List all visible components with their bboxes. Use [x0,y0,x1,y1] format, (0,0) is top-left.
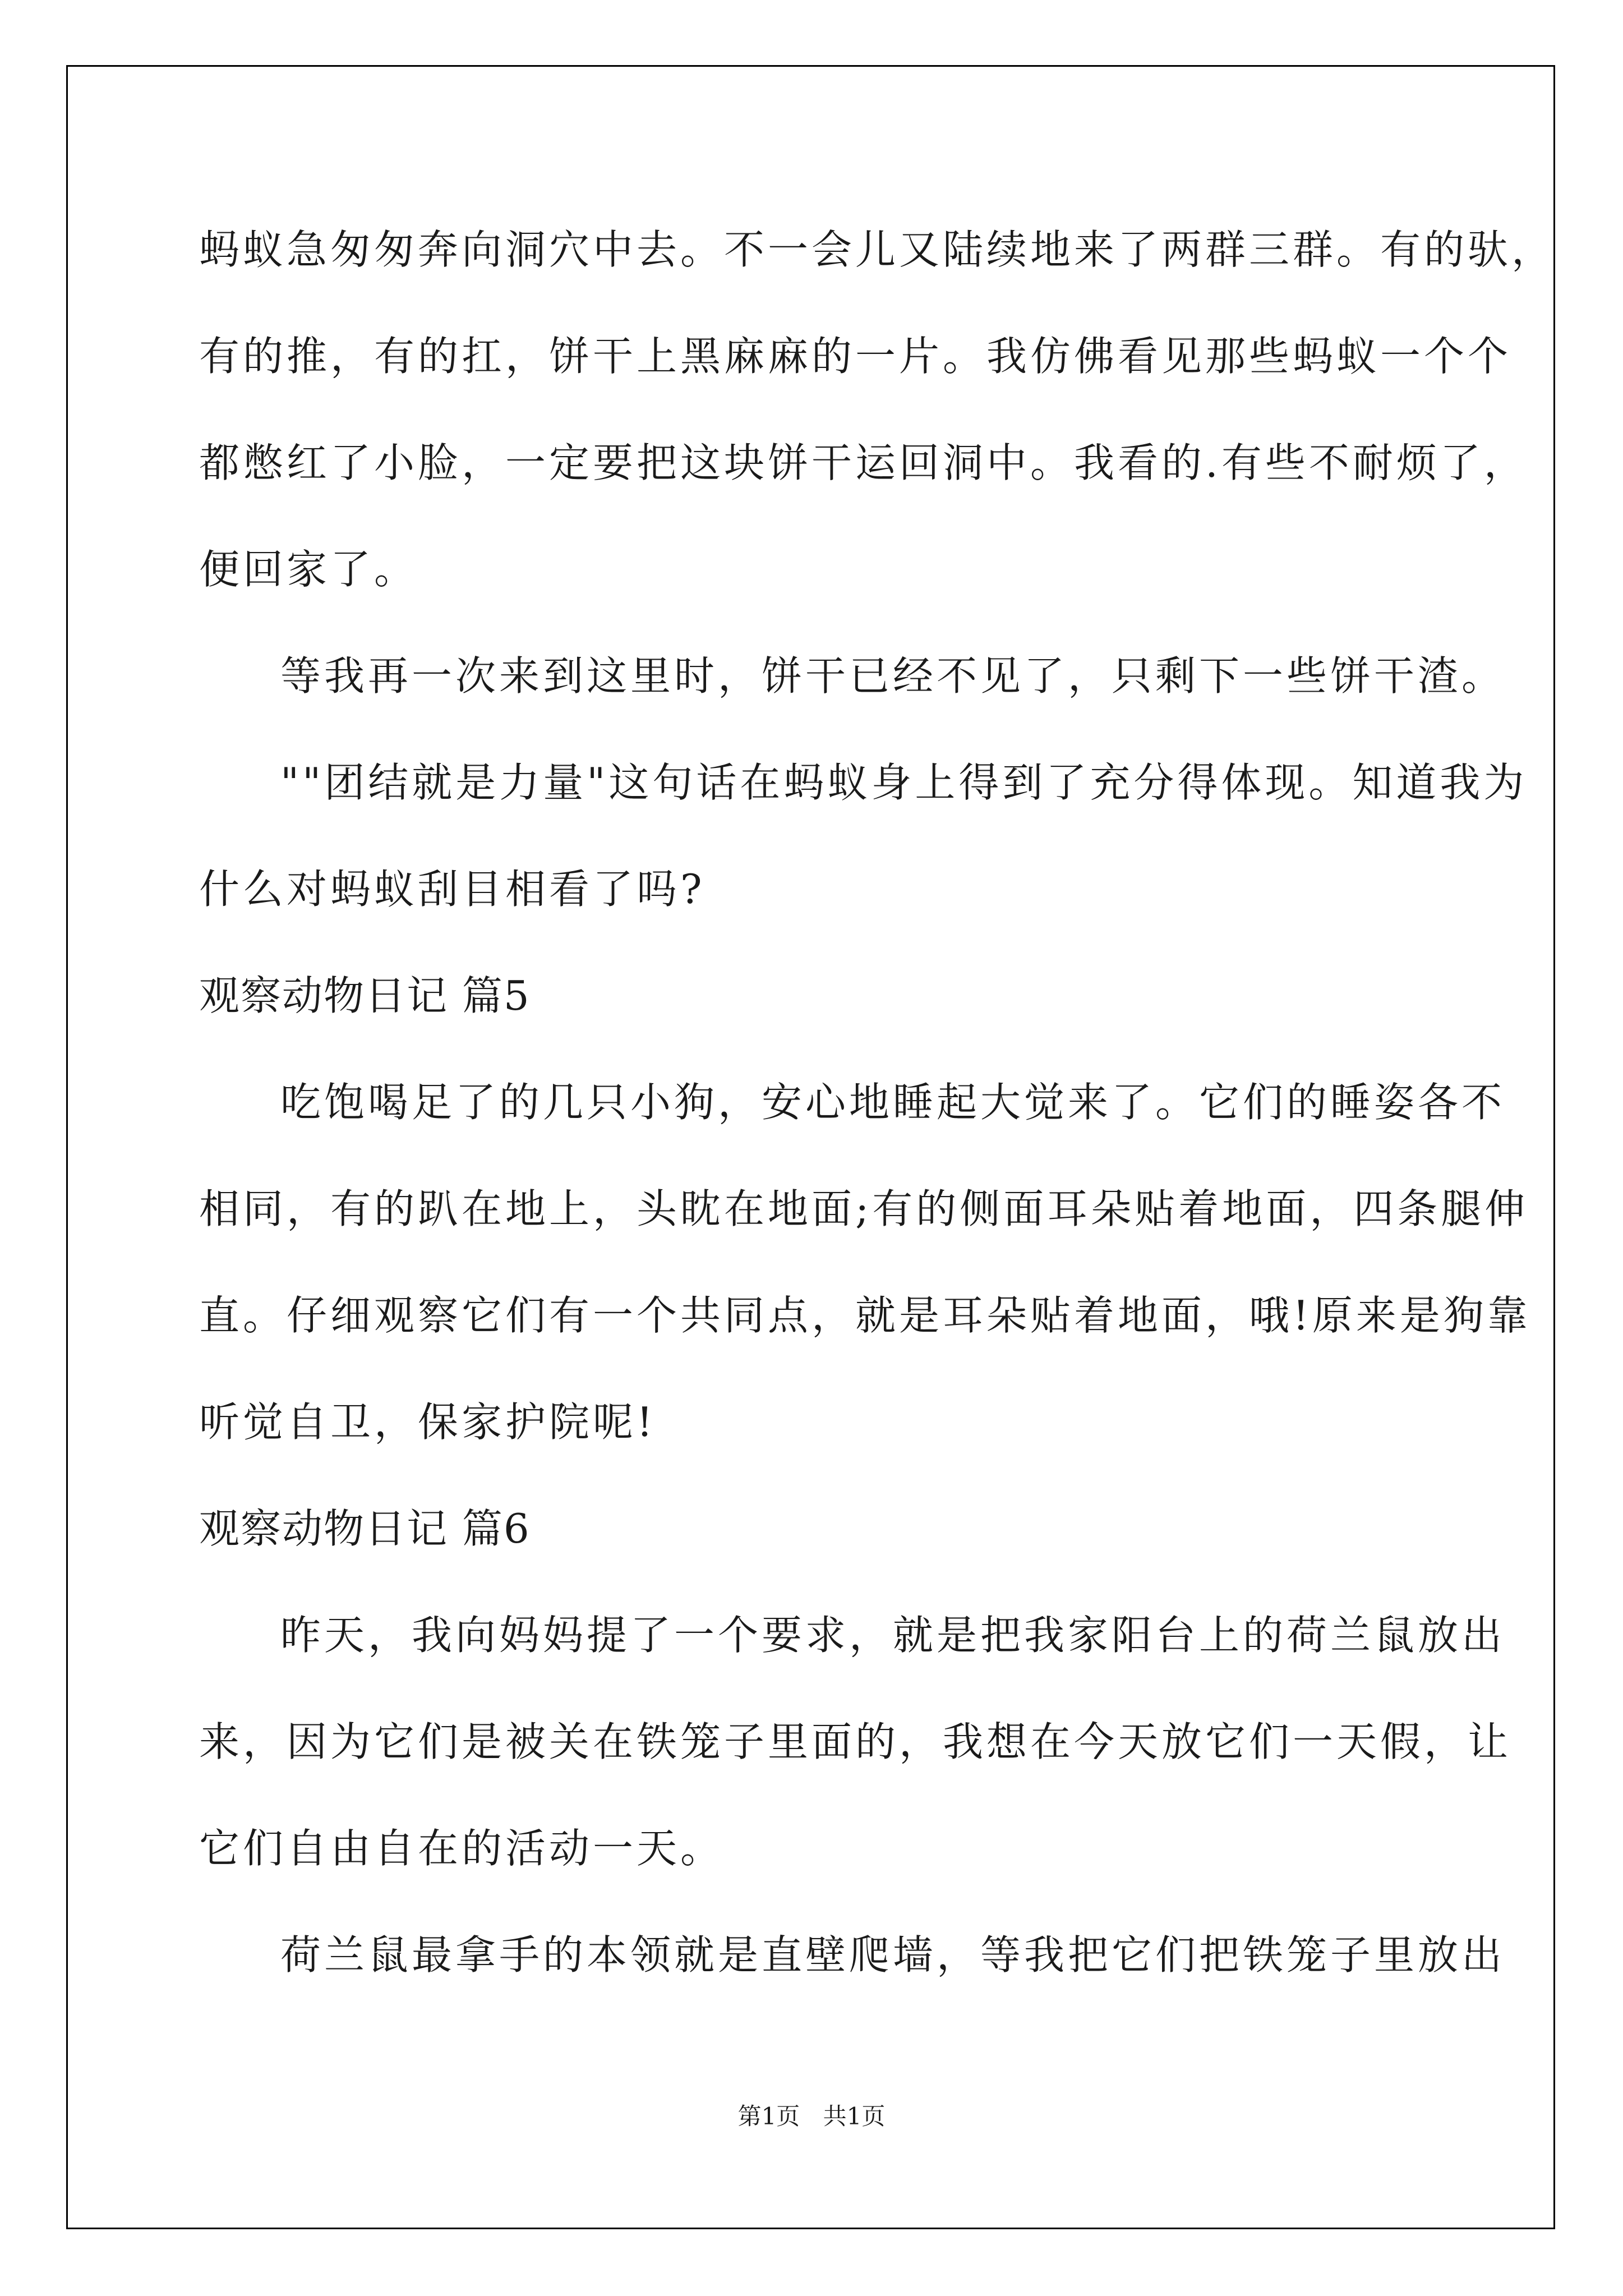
text-line: 来，因为它们是被关在铁笼子里面的，我想在今天放它们一天假，让 [199,1718,1512,1765]
page-number: 第1页 [737,2102,800,2130]
section-heading-6: 观察动物日记 篇6 [199,1505,531,1552]
text-line: 相同，有的趴在地上，头眈在地面;有的侧面耳朵贴着地面，四条腿伸 [199,1185,1529,1232]
text-line: 直。仔细观察它们有一个共同点，就是耳朵贴着地面，哦!原来是狗靠 [199,1292,1531,1339]
text-line: ""团结就是力量"这句话在蚂蚁身上得到了充分得体现。知道我为 [280,759,1528,806]
text-line: 都憋红了小脸，一定要把这块饼干运回洞中。我看的.有些不耐烦了， [199,439,1528,486]
document-body [199,213,1556,2025]
text-line: 听觉自卫，保家护院呢! [199,1398,656,1446]
text-line: 有的推，有的扛，饼干上黑麻麻的一片。我仿佛看见那些蚂蚁一个个 [199,333,1512,380]
text-line: 蚂蚁急匆匆奔向洞穴中去。不一会儿又陆续地来了两群三群。有的驮， [199,226,1556,273]
text-line: 等我再一次来到这里时，饼干已经不见了，只剩下一些饼干渣。 [280,652,1506,700]
text-line: 荷兰鼠最拿手的本领就是直壁爬墙，等我把它们把铁笼子里放出 [280,1931,1506,1978]
section-heading-5: 观察动物日记 篇5 [199,972,531,1019]
text-line: 便回家了。 [199,546,418,593]
text-line: 昨天，我向妈妈提了一个要求，就是把我家阳台上的荷兰鼠放出 [280,1612,1506,1659]
text-line: 什么对蚂蚁刮目相看了吗? [199,866,706,913]
page-total: 共1页 [823,2102,886,2130]
text-line: 吃饱喝足了的几只小狗，安心地睡起大觉来了。它们的睡姿各不 [280,1079,1506,1126]
text-line: 它们自由自在的活动一天。 [199,1825,725,1872]
page-footer [0,2098,1623,2132]
